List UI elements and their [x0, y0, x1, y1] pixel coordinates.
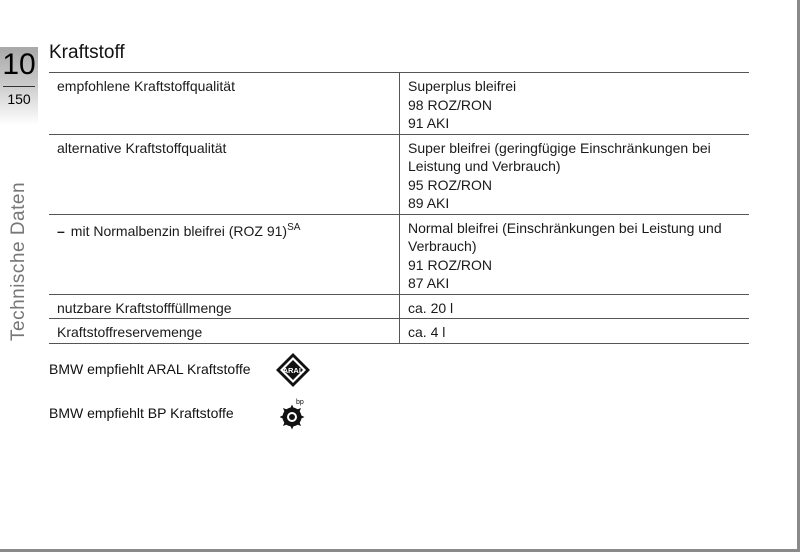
chapter-number: 10: [2, 48, 36, 81]
value-line: 91 AKI: [408, 115, 450, 131]
row-value: [400, 319, 750, 344]
row-value: [400, 214, 750, 294]
chapter-divider: [3, 86, 35, 87]
row-label: nutzbare Kraftstofffüllmenge: [49, 294, 400, 319]
label-text: mit Normalbenzin bleifrei (ROZ 91): [70, 222, 288, 239]
table-row: [49, 73, 749, 135]
aral-logo-icon: [275, 352, 311, 388]
value-line: 95 ROZ/RON: [408, 176, 493, 193]
row-label: empfohlene Kraftstoffqualität: [49, 73, 400, 135]
table-row: [49, 214, 749, 294]
value-line: ca. 20 l: [408, 299, 454, 316]
section-title-vertical: Technische Daten: [8, 181, 29, 341]
row-label: alternative Kraftstoffqualität: [49, 134, 400, 214]
svg-text:ARAL: ARAL: [282, 366, 304, 375]
page-title: Kraftstoff: [49, 42, 125, 63]
svg-text:bp: bp: [296, 399, 304, 406]
value-line: 87 AKI: [408, 275, 450, 291]
value-line: Superplus bleifrei: [408, 78, 517, 94]
aral-recommendation: BMW empfiehlt ARAL Kraftstoffe: [49, 361, 251, 377]
dash-marker: –: [57, 222, 65, 239]
value-line: 98 ROZ/RON: [408, 96, 493, 113]
row-label: Kraftstoffreservemenge: [49, 319, 400, 344]
value-line: 89 AKI: [408, 195, 450, 211]
table-row: [49, 319, 749, 344]
row-value: [400, 134, 750, 214]
value-line: ca. 4 l: [408, 324, 446, 340]
row-label: [49, 214, 400, 294]
fuel-spec-table: [49, 72, 749, 344]
value-line: 91 ROZ/RON: [408, 256, 493, 273]
row-value: [400, 294, 750, 319]
value-line: Super bleifrei (geringfügige Einschränkungen bei Leistung und Verbrauch): [408, 139, 711, 174]
option-superscript: SA: [287, 221, 301, 233]
bp-recommendation: BMW empfiehlt BP Kraftstoffe: [49, 405, 234, 421]
bp-logo-icon: [280, 396, 306, 430]
table-row: [49, 134, 749, 214]
value-line: Normal bleifrei (Einschränkungen bei Leistung und Verbrauch): [408, 219, 722, 254]
row-value: [400, 73, 750, 135]
table-row: [49, 294, 749, 319]
page-number: 150: [7, 91, 31, 107]
